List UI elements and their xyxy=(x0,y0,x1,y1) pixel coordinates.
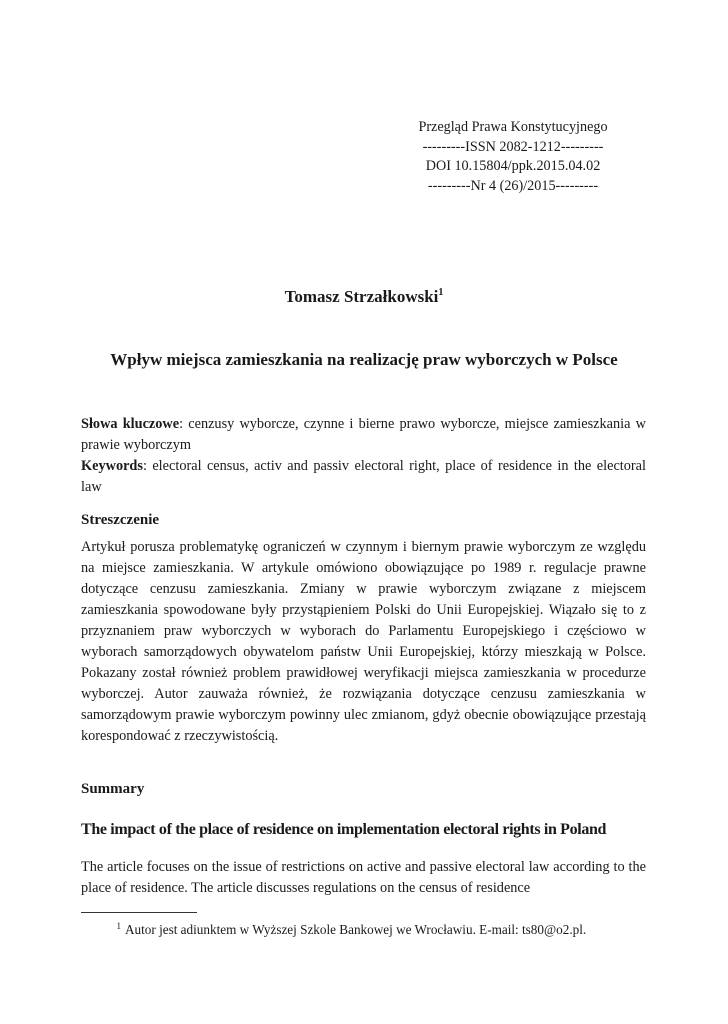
journal-doi: DOI 10.15804/ppk.2015.04.02 xyxy=(425,158,601,174)
summary-body xyxy=(81,857,646,899)
author-line xyxy=(0,287,728,307)
keywords-en-label: Keywords xyxy=(81,458,143,474)
journal-issue: ---------Nr 4 (26)/2015--------- xyxy=(427,177,599,194)
abstract-text: Artykuł porusza problematykę ograniczeń w czynnym i biernym prawie wyborczym ze względu na miejsce zamieszkania. W artykule omówiono obowiązujące po 1989 r. regulacje prawne dotyczące cenzusu zamieszkania. Zmiany w prawie wyborczym związane z miejscem zamieszkania spowodowane były przystąpieniem Polski do Unii Europejskiej. Wiązało się to z przyznaniem praw wyborczych w wyborach do Parlamentu Europejskiego i częściowo w wyborach samorządowych obywatelom państw Unii Europejskiej, którzy mieszkają w Polsce. Pokazany został również problem prawidłowej weryfikacji miejsca zamieszkania w procedurze wyborczej. Autor zauważa również, że rozwiązania dotyczące cenzusu zamieszkania w samorządowym prawie wyborczym powinny ulec zmianom, gdyż obecnie obowiązujące przestają korespondować z rzeczywistością. xyxy=(81,539,646,744)
keywords-pl-label: Słowa kluczowe xyxy=(81,416,180,432)
journal-header xyxy=(383,118,643,196)
abstract-body xyxy=(81,537,646,747)
abstract-heading: Streszczenie xyxy=(81,512,160,528)
footnote-divider xyxy=(81,912,197,913)
keywords-en-text: : electoral census, activ and passiv electoral right, place of residence in the electoral law xyxy=(81,458,646,495)
article-title: Wpływ miejsca zamieszkania na realizację praw wyborczych w Polsce xyxy=(110,350,618,369)
footnote-text: Autor jest adiunktem w Wyższej Szkole Bankowej we Wrocławiu. E-mail: ts80@o2.pl. xyxy=(125,922,587,937)
footnote-number: 1 xyxy=(116,921,121,931)
summary-text: The article focuses on the issue of restrictions on active and passive electoral law according to the place of residence. The article discusses regulations on the census of residence xyxy=(81,859,646,896)
journal-name: Przegląd Prawa Konstytucyjnego xyxy=(418,119,608,135)
journal-issn: ---------ISSN 2082-1212--------- xyxy=(422,138,604,155)
footnote xyxy=(81,917,651,939)
author-footnote-mark[interactable]: 1 xyxy=(438,287,444,298)
author-name: Tomasz Strzałkowski xyxy=(284,287,439,306)
keywords-en xyxy=(81,456,646,498)
keywords-pl-text: : cenzusy wyborcze, czynne i bierne prawo wyborcze, miejsce zamieszkania w prawie wyborczym xyxy=(81,416,646,453)
english-title: The impact of the place of residence on implementation electoral rights in Poland xyxy=(81,821,607,838)
keywords-pl xyxy=(81,414,646,456)
keywords-block xyxy=(81,414,646,498)
summary-heading: Summary xyxy=(81,781,145,797)
